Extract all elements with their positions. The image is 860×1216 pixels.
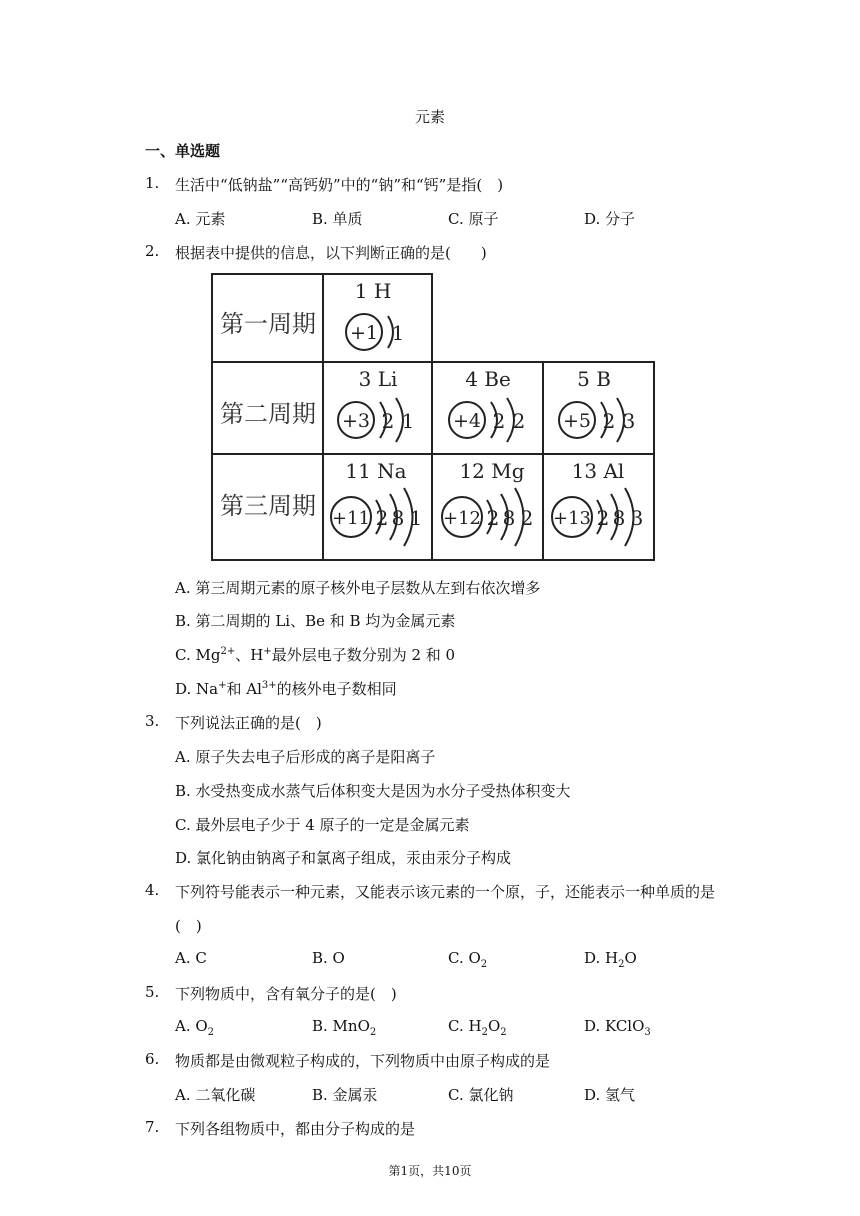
- nucleus-charge: +13: [553, 508, 591, 529]
- shell-count: 2: [596, 506, 610, 530]
- option-c: C. 最外层电子少于 4 原子的一定是金属元素: [175, 816, 470, 834]
- option-c: C. $H_2O_2$: [448, 1017, 507, 1038]
- question-number: 1.: [145, 174, 160, 192]
- question-number: 6.: [145, 1050, 160, 1068]
- option-d: D. 氢气: [584, 1086, 636, 1104]
- element-cell-b: [559, 367, 635, 442]
- element-label: 11 Na: [345, 459, 407, 483]
- page-title: 元素: [414, 108, 445, 126]
- option-d: D. 氯化钠由钠离子和氯离子组成，汞由汞分子构成: [175, 849, 512, 867]
- shell-count: 2: [520, 506, 534, 530]
- option-b: B. O: [312, 949, 345, 967]
- shell-count: 3: [622, 409, 636, 433]
- row-label-period-1: 第一周期: [220, 310, 316, 338]
- nucleus-charge: +1: [349, 322, 379, 344]
- option-a: A. 二氧化碳: [175, 1086, 256, 1104]
- question-number: 7.: [145, 1118, 160, 1136]
- element-cell-h: [346, 279, 404, 350]
- option-c: C. $Mg^{2+}$、H+最外层电子数分别为 2 和 0: [175, 646, 456, 664]
- question-number: 2.: [145, 242, 160, 260]
- question-text: 下列符号能表示一种元素，又能表示该元素的一个原，子，还能表示一种单质的是: [175, 883, 716, 901]
- shell-count: 1: [391, 321, 405, 345]
- option-a: A. $O_2$: [175, 1017, 215, 1038]
- section-heading: 一、单选题: [145, 142, 221, 160]
- shell-count: 8: [612, 506, 626, 530]
- nucleus-charge: +3: [341, 410, 371, 432]
- shell-count: 2: [602, 409, 616, 433]
- element-label: 4 Be: [465, 367, 511, 391]
- option-b: B. 第二周期的 Li、Be 和 B 均为金属元素: [175, 612, 456, 630]
- nucleus-charge: +5: [562, 410, 592, 432]
- nucleus-charge: +4: [452, 410, 482, 432]
- row-label-period-3: 第三周期: [220, 492, 316, 520]
- option-a: A. 第三周期元素的原子核外电子层数从左到右依次增多: [175, 579, 541, 597]
- shell-count: 8: [391, 506, 405, 530]
- element-cell-be: [449, 367, 525, 442]
- element-cell-al: [552, 459, 643, 546]
- question-number: 4.: [145, 881, 160, 899]
- shell-count: 2: [486, 506, 500, 530]
- option-c: C. $O_2$: [448, 949, 488, 970]
- question-text: 下列各组物质中，都由分子构成的是: [175, 1120, 416, 1138]
- question-number: 5.: [145, 983, 160, 1001]
- option-a: A. C: [175, 949, 207, 967]
- option-d: D. $H_2O$: [584, 949, 637, 970]
- row-label-period-2: 第二周期: [220, 400, 316, 428]
- shell-count: 1: [401, 409, 415, 433]
- element-cell-mg: [442, 459, 533, 546]
- nucleus-charge: +11: [332, 508, 370, 529]
- option-d: D. 分子: [584, 210, 636, 228]
- element-label: 1 H: [354, 279, 392, 303]
- shell-count: 1: [409, 506, 423, 530]
- shell-count: 2: [381, 409, 395, 433]
- option-c: C. 氯化钠: [448, 1086, 514, 1104]
- question-number: 3.: [145, 712, 160, 730]
- element-cell-li: [338, 367, 414, 442]
- option-a: A. 原子失去电子后形成的离子是阳离子: [175, 748, 436, 766]
- option-b: B. 金属汞: [312, 1086, 378, 1104]
- option-b: B. 水受热变成水蒸气后体积变大是因为水分子受热体积变大: [175, 782, 571, 800]
- element-label: 12 Mg: [459, 459, 525, 483]
- element-label: 13 Al: [571, 459, 625, 483]
- option-b: B. MnO$_2$: [312, 1017, 377, 1038]
- option-b: B. 单质: [312, 210, 363, 228]
- question-text: 下列物质中，含有氧分子的是( ): [175, 985, 397, 1003]
- option-d: D. Na+和 $Al^{3+}$的核外电子数相同: [175, 680, 397, 698]
- shell-count: 2: [512, 409, 526, 433]
- question-text: 生活中“低钠盐”“高钙奶”中的“钠”和“钙”是指( ): [175, 176, 504, 194]
- nucleus-charge: +12: [443, 508, 481, 529]
- shell-count: 2: [492, 409, 506, 433]
- periodic-table-figure: [210, 272, 656, 564]
- shell-count: 2: [375, 506, 389, 530]
- option-d: D. KClO$_3$: [584, 1017, 651, 1038]
- shell-count: 3: [630, 506, 644, 530]
- element-label: 3 Li: [358, 367, 398, 391]
- page-footer: 第1页，共10页: [388, 1164, 472, 1178]
- shell-count: 8: [502, 506, 516, 530]
- element-label: 5 B: [577, 367, 611, 391]
- question-text: 物质都是由微观粒子构成的，下列物质中由原子构成的是: [175, 1052, 551, 1070]
- question-text: 下列说法正确的是( ): [175, 714, 322, 732]
- option-a: A. 元素: [175, 210, 226, 228]
- option-c: C. 原子: [448, 210, 499, 228]
- question-text-continued: ( ): [175, 917, 202, 935]
- element-cell-na: [331, 459, 422, 546]
- question-text: 根据表中提供的信息，以下判断正确的是( ): [175, 244, 487, 262]
